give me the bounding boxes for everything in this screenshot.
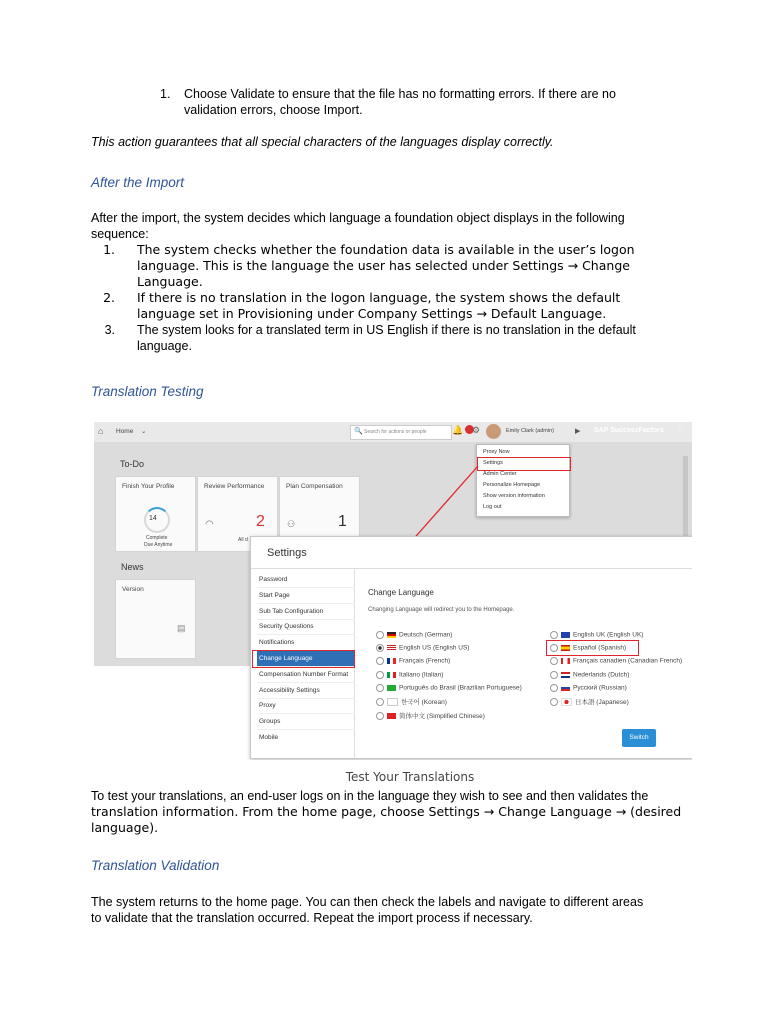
- radio-button[interactable]: [376, 657, 384, 665]
- language-option[interactable]: [376, 644, 469, 652]
- radio-button[interactable]: [550, 631, 558, 639]
- screenshot-topbar: [94, 422, 692, 442]
- language-label: Italiano (Italian): [399, 671, 444, 679]
- search-icon: 🔍: [354, 428, 363, 435]
- step-1-line-2: validation errors, choose Import.: [184, 103, 363, 117]
- sap-screenshot-figure: [94, 422, 692, 760]
- heading-translation-testing: Translation Testing: [91, 384, 204, 399]
- settings-menu-item-change-language[interactable]: Change Language: [257, 651, 355, 667]
- highlight-box-change-language: [252, 650, 355, 668]
- user-name[interactable]: Emily Clark (admin): [506, 428, 554, 434]
- list-item-line: language.: [137, 339, 192, 353]
- menu-item[interactable]: Personalize Homepage: [483, 482, 541, 488]
- calendar-icon: ▤: [177, 623, 186, 633]
- flag-icon: [561, 658, 570, 664]
- settings-menu-item[interactable]: Security Questions: [257, 619, 355, 635]
- list-item: [91, 322, 691, 354]
- flag-icon: [387, 685, 396, 691]
- language-option[interactable]: [376, 711, 485, 720]
- flag-icon: [387, 632, 396, 638]
- language-label: Français (French): [399, 657, 451, 665]
- home-icon[interactable]: ⌂: [98, 426, 104, 436]
- tile-value: 2: [256, 513, 265, 530]
- heart-icon[interactable]: ♡: [677, 425, 686, 435]
- gauge-icon: ◠: [205, 519, 214, 530]
- play-icon[interactable]: ▶: [575, 428, 581, 435]
- language-label: English UK (English UK): [573, 631, 644, 639]
- people-icon: ⚇: [287, 519, 296, 529]
- settings-menu-item[interactable]: Accessibility Settings: [257, 683, 355, 699]
- todo-title: To-Do: [120, 459, 145, 469]
- tile-title: Plan Compensation: [286, 483, 343, 490]
- flag-icon: [387, 698, 398, 706]
- language-option[interactable]: [550, 684, 627, 692]
- progress-ring: [144, 507, 170, 533]
- radio-button[interactable]: [550, 657, 558, 665]
- search-placeholder: Search for actions or people: [364, 429, 427, 435]
- change-language-title: Change Language: [368, 588, 434, 597]
- list-item-number: 1.: [103, 242, 115, 257]
- settings-menu-item[interactable]: Groups: [257, 714, 355, 730]
- flag-icon: [387, 672, 396, 678]
- list-item-line: The system looks for a translated term in US English if there is no translation in the default: [137, 323, 636, 337]
- language-label: English US (English US): [399, 644, 470, 652]
- translation-testing-body: [91, 788, 691, 836]
- brand-logo: SAP SuccessFactors: [594, 427, 664, 434]
- after-import-intro-line-2: sequence:: [91, 227, 149, 241]
- figure-caption: Test Your Translations: [345, 770, 475, 784]
- list-item: [91, 290, 691, 322]
- language-option[interactable]: [376, 671, 443, 679]
- step-1: [160, 86, 680, 118]
- list-item-line: language. This is the language the user has selected under Settings → Change: [137, 258, 630, 273]
- heading-translation-validation: Translation Validation: [91, 858, 220, 873]
- tile-title: Version: [122, 586, 144, 593]
- heading-after-import: After the Import: [91, 175, 185, 190]
- language-option[interactable]: [376, 631, 452, 639]
- news-title: News: [121, 562, 144, 572]
- sequence-list: [91, 242, 691, 354]
- step-1-line-1: Choose Validate to ensure that the file has no formatting errors. If there are no: [184, 87, 616, 101]
- translation-validation-body: [91, 894, 691, 926]
- language-label: 简体中文 (Simplified Chinese): [399, 713, 485, 720]
- flag-icon: [561, 672, 570, 678]
- body-line: translation information. From the home page, choose Settings → Change Language → (desired: [91, 804, 682, 819]
- flag-icon: [387, 658, 396, 664]
- settings-menu-item[interactable]: Sub Tab Configuration: [257, 604, 355, 620]
- radio-button[interactable]: [550, 698, 558, 706]
- highlight-box-spanish: [546, 640, 639, 656]
- after-import-intro-line-1: After the import, the system decides which language a foundation object displays in the following: [91, 211, 625, 225]
- settings-title: Settings: [267, 547, 307, 559]
- tile-sub: Complete: [146, 535, 168, 541]
- list-item-number: 2.: [103, 290, 115, 305]
- flag-icon: [387, 645, 396, 651]
- flag-icon: [561, 632, 570, 638]
- list-item: [91, 242, 691, 290]
- language-label: Português do Brasil (Brazilian Portuguese): [399, 684, 522, 692]
- settings-gear-icon[interactable]: ⚙: [472, 425, 481, 435]
- language-label: 日本語 (Japanese): [575, 699, 629, 706]
- after-import-intro: [91, 210, 691, 242]
- language-option[interactable]: [550, 631, 643, 639]
- settings-menu-item[interactable]: Proxy: [257, 698, 355, 714]
- body-line: The system returns to the home page. You can then check the labels and navigate to different areas: [91, 895, 644, 909]
- home-label[interactable]: Home: [116, 428, 134, 435]
- radio-button[interactable]: [376, 698, 384, 706]
- radio-button[interactable]: [376, 671, 384, 679]
- tile-title: Review Performance: [204, 483, 265, 490]
- tile-value: 14: [149, 515, 157, 522]
- avatar[interactable]: [486, 424, 501, 439]
- radio-button[interactable]: [376, 631, 384, 639]
- body-line: to validate that the translation occurred. Repeat the import process if necessary.: [91, 911, 533, 925]
- flag-icon: [387, 713, 396, 719]
- flag-icon: [561, 685, 570, 691]
- menu-item[interactable]: Show version information: [483, 493, 545, 499]
- highlight-box-settings: [477, 457, 571, 471]
- language-label: 한국어 (Korean): [401, 699, 447, 706]
- tile-sub: All d: [238, 537, 248, 543]
- radio-button[interactable]: [376, 644, 384, 652]
- list-item-line: Language.: [137, 274, 203, 289]
- list-item-line: The system checks whether the foundation data is available in the user’s logon: [137, 242, 635, 257]
- news-tile[interactable]: [115, 579, 196, 659]
- divider: [251, 568, 692, 569]
- tile-sub: Due Anytime: [144, 542, 173, 548]
- flag-icon: [561, 698, 572, 706]
- language-label: Français canadien (Canadian French): [573, 657, 683, 665]
- language-label: Русский (Russian): [573, 684, 627, 692]
- language-label: Español (Spanish): [573, 644, 627, 652]
- language-option[interactable]: [550, 671, 629, 679]
- settings-menu-item[interactable]: Password: [257, 572, 355, 588]
- language-option[interactable]: [376, 657, 450, 665]
- menu-item[interactable]: Admin Center: [483, 471, 517, 477]
- notification-bell-icon[interactable]: 🔔: [452, 425, 464, 435]
- chevron-down-icon[interactable]: ⌄: [141, 428, 147, 435]
- menu-item-settings[interactable]: Settings: [483, 460, 503, 466]
- tile-title: Finish Your Profile: [122, 483, 175, 490]
- settings-menu-item[interactable]: Compensation Number Format: [257, 667, 355, 683]
- tile-value: 1: [338, 513, 347, 530]
- radio-button[interactable]: [376, 684, 384, 692]
- change-language-note: Changing Language will redirect you to the Homepage.: [368, 607, 515, 613]
- radio-button[interactable]: [376, 712, 384, 720]
- language-option[interactable]: [550, 657, 682, 665]
- language-label: Nederlands (Dutch): [573, 671, 630, 679]
- radio-button[interactable]: [550, 684, 558, 692]
- settings-dialog: [250, 536, 692, 759]
- list-item-number: 3.: [104, 323, 115, 337]
- todo-tile-profile[interactable]: [115, 476, 196, 552]
- radio-button[interactable]: [550, 671, 558, 679]
- user-dropdown-menu: [476, 444, 570, 517]
- list-item-line: If there is no translation in the logon language, the system shows the default: [137, 290, 621, 305]
- language-label: Deutsch (German): [399, 631, 453, 639]
- settings-menu-item[interactable]: Notifications: [257, 635, 355, 651]
- search-input[interactable]: [350, 425, 452, 440]
- body-line: To test your translations, an end-user logs on in the language they wish to see and then validates the: [91, 789, 649, 803]
- menu-item[interactable]: Log out: [483, 504, 502, 510]
- language-option[interactable]: [376, 684, 522, 692]
- settings-menu-item[interactable]: Start Page: [257, 588, 355, 604]
- italic-note: This action guarantees that all special characters of the languages display correctly.: [91, 135, 554, 149]
- language-option[interactable]: [376, 697, 447, 706]
- menu-item[interactable]: Proxy Now: [483, 449, 510, 455]
- list-item-line: language set in Provisioning under Company Settings → Default Language.: [137, 306, 607, 321]
- settings-menu-item[interactable]: Mobile: [259, 734, 279, 741]
- language-option[interactable]: [550, 697, 629, 706]
- switch-button[interactable]: Switch: [622, 729, 656, 747]
- step-1-number: 1.: [160, 87, 171, 101]
- body-line: language).: [91, 820, 159, 835]
